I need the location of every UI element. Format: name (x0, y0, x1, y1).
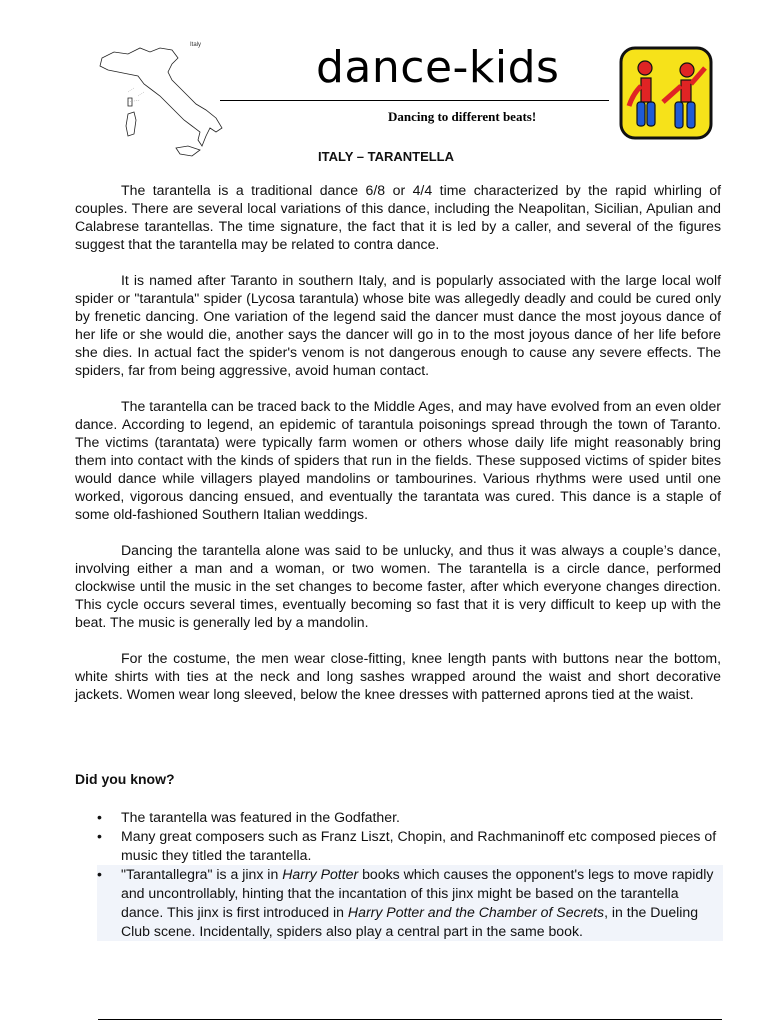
page-title: ITALY – TARANTELLA (317, 149, 455, 164)
list-item-highlighted: • "Tarantallegra" is a jinx in Harry Potter books which causes the opponent's legs to move rapidly and uncontrollably, hinting that the incantation of this jinx might be based on the tarantella dance. This jinx is first introduced in Harry Potter and the Chamber of Secrets, in the Dueling Club scene. Incidentally, spiders also play a central part in the same book. (97, 865, 723, 941)
list-item: • The tarantella was featured in the Godfather. (97, 809, 400, 825)
bullet-icon: • (97, 809, 102, 825)
bullet-icon: • (97, 828, 102, 844)
footer-divider (98, 1019, 722, 1020)
paragraph: The tarantella is a traditional dance 6/8 or 4/4 time characterized by the rapid whirling of couples. There are several local variations of this dance, including the Neapolitan, Sicilian, Apulian and Calabrese tarantellas. The time signature, the fact that it is led by a caller, and several of the figures suggest that the tarantella may be related to contra dance. (75, 182, 721, 252)
list-item: • Many great composers such as Franz Liszt, Chopin, and Rachmaninoff etc composed pieces of music they titled the tarantella. (97, 828, 717, 863)
did-you-know-list (75, 808, 721, 941)
map-label: Italy (190, 42, 202, 48)
paragraph: The tarantella can be traced back to the Middle Ages, and may have evolved from an even older dance. According to legend, an epidemic of tarantula poisonings spread through the town of Taranto. The victims (tarantata) were typically farm women or others whose daily life might reasonably bring them into contact with the kinds of spiders that run in the fields. These supposed victims of spider bites would dance while villagers played mandolins or tambourines. Various rhythms were used until one worked, vigorous dancing ensued, and eventually the tarantata was cured. This dance is a staple of some old-fashioned Southern Italian weddings. (75, 398, 721, 522)
paragraph: For the costume, the men wear close-fitting, knee length pants with buttons near the bottom, white shirts with ties at the neck and long sashes wrapped around the waist and short decorative jackets. Women wear long sleeved, below the knee dresses with patterned aprons tied at the waist. (75, 650, 721, 702)
brand-title: dance-kids (316, 42, 560, 93)
did-you-know-heading: Did you know? (75, 771, 175, 787)
header-divider (220, 100, 609, 101)
bullet-icon: • (97, 866, 102, 882)
tagline: Dancing to different beats! (388, 109, 537, 124)
paragraph: Dancing the tarantella alone was said to be unlucky, and thus it was always a couple’s dance, involving either a man and a woman, or two women. The tarantella is a circle dance, performed clockwise until the music in the set changes to become faster, after which everyone changes direction. This cycle occurs several times, eventually becoming so fast that it is very difficult to keep up with the beat. The music is generally led by a mandolin. (75, 542, 721, 630)
paragraph: It is named after Taranto in southern Italy, and is popularly associated with the large local wolf spider or "tarantula" spider (Lycosa tarantula) whose bite was allegedly deadly and could be cured only by frenetic dancing. One variation of the legend said the dancer must dance the most joyous dance of her life or she would die, another says the dancer will go in to the most joyous dance of her life before she dies. In actual fact the spider's venom is not dangerous enough to cause any severe effects. The spiders, far from being aggressive, avoid human contact. (75, 272, 721, 378)
dancers-logo-icon (619, 46, 713, 140)
article-body (75, 181, 721, 721)
